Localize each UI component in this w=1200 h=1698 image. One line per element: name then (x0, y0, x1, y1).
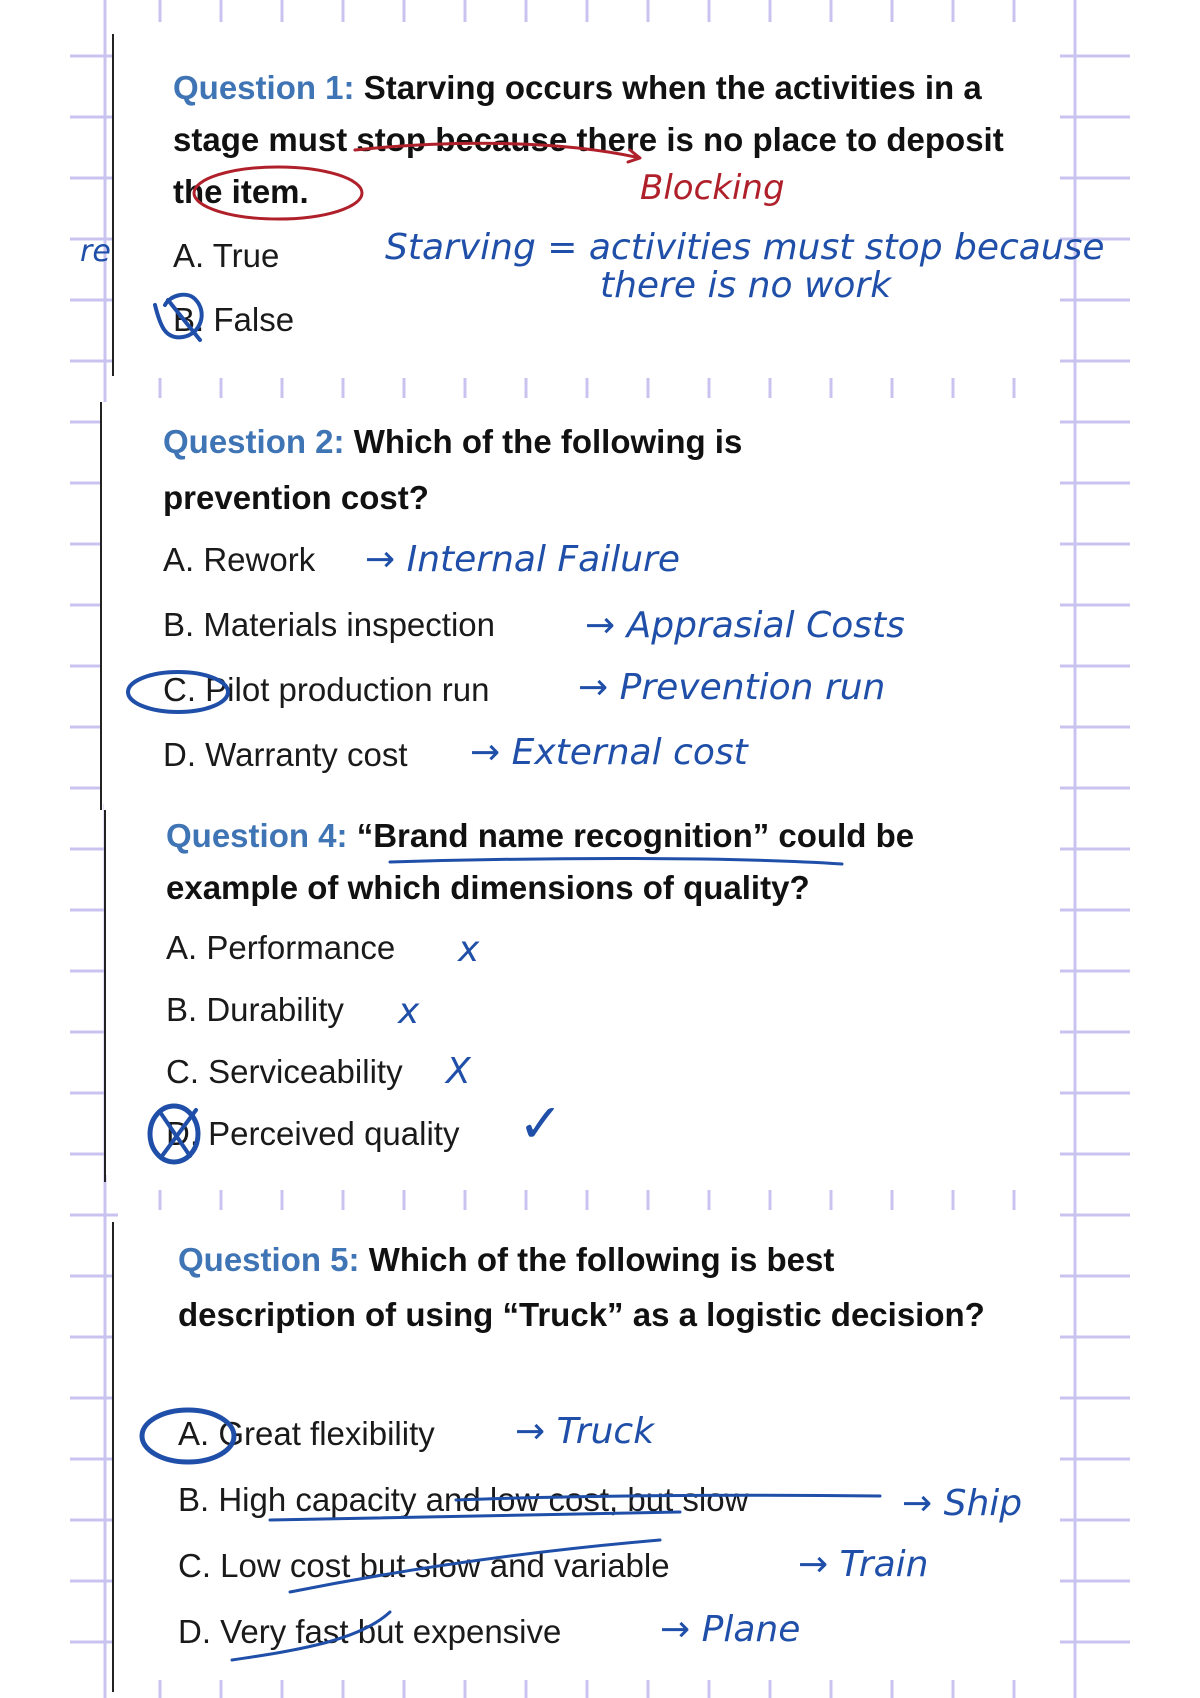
question-2-note-c: → Prevention run (578, 667, 886, 708)
question-5-note-d: → Plane (660, 1609, 801, 1650)
question-4-margin-line (104, 810, 106, 1182)
question-1-definition-line-2: there is no work (600, 265, 892, 306)
question-2-margin-line (100, 402, 102, 810)
question-1-option-b: B. False (173, 301, 295, 338)
question-5-option-a: A. Great flexibility (178, 1415, 435, 1452)
question-4-checkmark-d: ✓ (518, 1092, 564, 1155)
question-5-note-a: → Truck (515, 1411, 655, 1452)
question-4-option-c: C. Serviceability (166, 1053, 403, 1090)
question-4-option-b: B. Durability (166, 991, 344, 1028)
question-1-text (173, 62, 1043, 218)
question-4-text (166, 810, 1046, 914)
question-2-label: Question 2: (163, 423, 345, 460)
margin-note: re (80, 234, 111, 269)
question-5-margin-line (112, 1222, 114, 1692)
question-4-mark-a: x (458, 929, 480, 970)
question-5-note-c: → Train (798, 1544, 929, 1585)
question-4-option-a: A. Performance (166, 929, 396, 966)
question-4-mark-c: X (446, 1051, 471, 1092)
question-4-option-d: D. Perceived quality (166, 1115, 460, 1152)
question-2-option-c: C. Pilot production run (163, 671, 490, 708)
question-5-label: Question 5: (178, 1241, 360, 1278)
question-1-definition-line-1: Starving = activities must stop because (385, 227, 1105, 268)
question-2-option-a: A. Rework (163, 541, 316, 578)
question-2-option-d: D. Warranty cost (163, 736, 408, 773)
question-5-note-b: → Ship (902, 1483, 1023, 1524)
question-5-text (178, 1232, 1018, 1342)
question-2-note-a: → Internal Failure (365, 539, 680, 580)
question-5-body: Which of the following is best description of using “Truck” as a logistic decision? (178, 1241, 985, 1333)
question-1-option-a: A. True (173, 237, 280, 274)
question-4-mark-b: x (398, 991, 420, 1032)
question-1-correction-note: Blocking (640, 168, 785, 208)
question-1-body: Starving occurs when the activities in a stage must stop because there is no place to deposit the item. (173, 69, 1004, 210)
question-2-note-b: → Apprasial Costs (585, 605, 905, 646)
question-2-text (163, 414, 863, 526)
question-1-margin-line (112, 34, 114, 376)
question-4-label: Question 4: (166, 817, 348, 854)
question-5-option-d: D. Very fast but expensive (178, 1613, 562, 1650)
question-5-option-c: C. Low cost but slow and variable (178, 1547, 670, 1584)
question-2-note-d: → External cost (470, 732, 748, 773)
question-2-option-b: B. Materials inspection (163, 606, 495, 643)
question-2-body: Which of the following is prevention cost? (163, 423, 743, 516)
question-4-body: “Brand name recognition” could be example of which dimensions of quality? (166, 817, 915, 906)
question-5-option-b: B. High capacity and low cost, but slow (178, 1481, 749, 1518)
question-1-label: Question 1: (173, 69, 355, 106)
